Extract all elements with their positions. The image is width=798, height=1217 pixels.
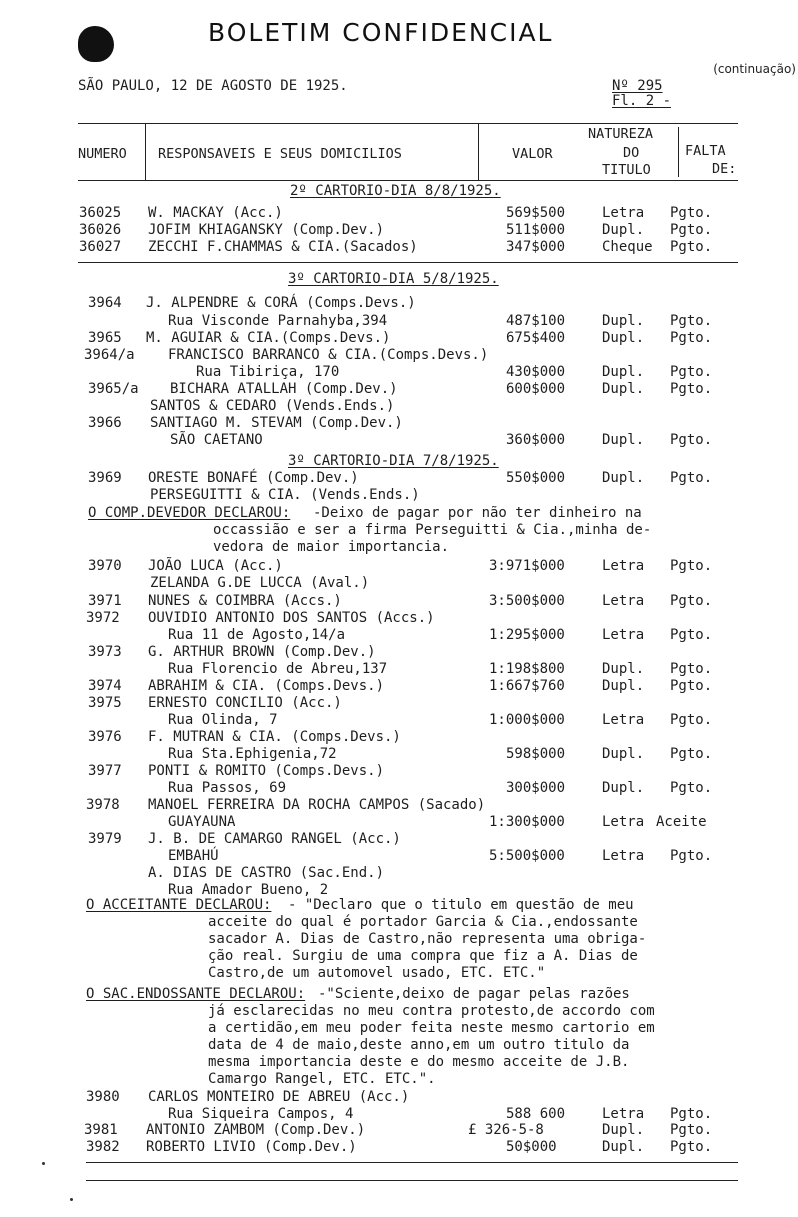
entry-default-reason: Pgto. bbox=[670, 848, 713, 864]
entry-number: 3977 bbox=[88, 763, 122, 779]
entry-responsible: A. DIAS DE CASTRO (Sac.End.) bbox=[148, 865, 385, 881]
entry-value: 1:000$000 bbox=[489, 712, 565, 728]
entry-default-reason: Pgto. bbox=[670, 627, 713, 643]
entry-number: 3965 bbox=[88, 330, 122, 346]
entry-default-reason: Pgto. bbox=[670, 313, 713, 329]
entry-title-type: Dupl. bbox=[602, 222, 645, 238]
entry-responsible: W. MACKAY (Acc.) bbox=[148, 205, 283, 221]
entry-title-type: Dupl. bbox=[602, 1122, 645, 1138]
footer-rule bbox=[86, 1180, 738, 1181]
declaration-text: sacador A. Dias de Castro,não representa uma obriga- bbox=[208, 931, 647, 947]
entry-value: 3:500$000 bbox=[489, 593, 565, 609]
declaration-text: -"Sciente,deixo de pagar pelas razões bbox=[318, 986, 630, 1002]
declaration-label: O COMP.DEVEDOR DECLAROU: bbox=[88, 505, 291, 521]
entry-responsible: OUVIDIO ANTONIO DOS SANTOS (Accs.) bbox=[148, 610, 435, 626]
entry-responsible: SANTIAGO M. STEVAM (Comp.Dev.) bbox=[150, 415, 403, 431]
entry-title-type: Letra bbox=[602, 558, 645, 574]
speck bbox=[70, 1198, 73, 1201]
entry-value: 300$000 bbox=[506, 780, 566, 796]
sheet-number: Fl. 2 - bbox=[612, 93, 672, 109]
entry-number: 36026 bbox=[79, 222, 122, 238]
declaration-text: - "Declaro que o titulo em questão de meu bbox=[288, 897, 634, 913]
entry-title-type: Dupl. bbox=[602, 746, 645, 762]
entry-responsible: Rua Visconde Parnahyba,394 bbox=[168, 313, 388, 329]
entry-title-type: Dupl. bbox=[602, 381, 645, 397]
entry-number: 3965/a bbox=[88, 381, 139, 397]
entry-number: 36027 bbox=[79, 239, 122, 255]
entry-responsible: ANTONIO ZAMBOM (Comp.Dev.) bbox=[146, 1122, 366, 1138]
header-bottom-rule bbox=[78, 180, 738, 181]
header-top-rule bbox=[78, 123, 738, 124]
section-heading-cartorio-3a: 3º CARTORIO-DIA 5/8/1925. bbox=[288, 271, 499, 287]
entry-responsible: CARLOS MONTEIRO DE ABREU (Acc.) bbox=[148, 1089, 410, 1105]
entry-default-reason: Pgto. bbox=[670, 432, 713, 448]
entry-responsible: EMBAHÚ bbox=[168, 848, 219, 864]
bulletin-title: BOLETIM CONFIDENCIAL bbox=[208, 18, 554, 47]
entry-responsible: Rua Amador Bueno, 2 bbox=[168, 882, 329, 898]
declaration-text: a certidão,em meu poder feita neste mesmo cartorio em bbox=[208, 1020, 655, 1036]
entry-title-type: Dupl. bbox=[602, 470, 645, 486]
entry-number: 3964 bbox=[88, 295, 122, 311]
entry-responsible: G. ARTHUR BROWN (Comp.Dev.) bbox=[148, 644, 376, 660]
entry-default-reason: Pgto. bbox=[670, 661, 713, 677]
entry-responsible: Rua Florencio de Abreu,137 bbox=[168, 661, 388, 677]
entry-number: 3973 bbox=[88, 644, 122, 660]
entry-responsible: Rua Passos, 69 bbox=[168, 780, 287, 796]
entry-value: 5:500$000 bbox=[489, 848, 565, 864]
bulletin-number: Nº 295 bbox=[612, 78, 663, 94]
entry-number: 3964/a bbox=[84, 347, 135, 363]
declaration-text: ção real. Surgiu de uma compra que fiz a A. Dias de bbox=[208, 948, 638, 964]
declaration-text: data de 4 de maio,deste anno,em um outro titulo da bbox=[208, 1037, 630, 1053]
ink-blot bbox=[78, 26, 114, 62]
entry-default-reason: Pgto. bbox=[670, 1122, 713, 1138]
continuation-note: (continuação) bbox=[713, 62, 796, 76]
entry-default-reason: Pgto. bbox=[670, 746, 713, 762]
entry-number: 3972 bbox=[86, 610, 120, 626]
col-header-natureza: NATUREZA bbox=[588, 126, 654, 142]
entry-value: 1:300$000 bbox=[489, 814, 565, 830]
entry-responsible: Rua 11 de Agosto,14/a bbox=[168, 627, 346, 643]
declaration-text: já esclarecidas no meu contra protesto,de accordo com bbox=[208, 1003, 655, 1019]
declaration-text: -Deixo de pagar por não ter dinheiro na bbox=[313, 505, 642, 521]
entry-number: 3970 bbox=[88, 558, 122, 574]
entry-number: 3969 bbox=[88, 470, 122, 486]
entry-responsible: Rua Siqueira Campos, 4 bbox=[168, 1106, 354, 1122]
footer-rule bbox=[86, 1162, 738, 1163]
entry-title-type: Dupl. bbox=[602, 313, 645, 329]
declaration-text: vedora de maior importancia. bbox=[213, 539, 450, 555]
entry-value: 550$000 bbox=[506, 470, 566, 486]
speck bbox=[42, 1162, 45, 1165]
entry-responsible: J. ALPENDRE & CORÁ (Comps.Devs.) bbox=[146, 295, 416, 311]
entry-value: 1:667$760 bbox=[489, 678, 565, 694]
entry-default-reason: Pgto. bbox=[670, 222, 713, 238]
entry-number: 3982 bbox=[86, 1139, 120, 1155]
entry-default-reason: Pgto. bbox=[670, 1139, 713, 1155]
entry-default-reason: Pgto. bbox=[670, 1106, 713, 1122]
section-rule bbox=[78, 262, 738, 263]
entry-responsible: GUAYAUNA bbox=[168, 814, 236, 830]
entry-value: 511$000 bbox=[506, 222, 566, 238]
entry-number: 3976 bbox=[88, 729, 122, 745]
entry-default-reason: Pgto. bbox=[670, 239, 713, 255]
entry-responsible: ERNESTO CONCILIO (Acc.) bbox=[148, 695, 342, 711]
entry-responsible: BICHARA ATALLAH (Comp.Dev.) bbox=[170, 381, 398, 397]
entry-title-type: Dupl. bbox=[602, 678, 645, 694]
entry-responsible: ZECCHI F.CHAMMAS & CIA.(Sacados) bbox=[148, 239, 418, 255]
entry-default-reason: Pgto. bbox=[670, 593, 713, 609]
declaration-text: Camargo Rangel, ETC. ETC.". bbox=[208, 1071, 436, 1087]
entry-default-reason: Pgto. bbox=[670, 381, 713, 397]
entry-number: 3981 bbox=[84, 1122, 118, 1138]
declaration-text: Castro,de um automovel usado, ETC. ETC." bbox=[208, 965, 546, 981]
entry-responsible: Rua Tibiriça, 170 bbox=[196, 364, 340, 380]
entry-default-reason: Pgto. bbox=[670, 780, 713, 796]
entry-default-reason: Pgto. bbox=[670, 712, 713, 728]
entry-title-type: Cheque bbox=[602, 239, 653, 255]
section-heading-cartorio-2: 2º CARTORIO-DIA 8/8/1925. bbox=[290, 183, 501, 199]
entry-value: 50$000 bbox=[506, 1139, 557, 1155]
entry-title-type: Dupl. bbox=[602, 1139, 645, 1155]
entry-responsible: FRANCISCO BARRANCO & CIA.(Comps.Devs.) bbox=[168, 347, 489, 363]
entry-responsible: MANOEL FERREIRA DA ROCHA CAMPOS (Sacado) bbox=[148, 797, 486, 813]
entry-number: 3978 bbox=[86, 797, 120, 813]
declaration-label: O ACCEITANTE DECLAROU: bbox=[86, 897, 272, 913]
entry-value: 600$000 bbox=[506, 381, 566, 397]
entry-title-type: Dupl. bbox=[602, 661, 645, 677]
entry-value: 487$100 bbox=[506, 313, 566, 329]
entry-title-type: Dupl. bbox=[602, 330, 645, 346]
col-header-responsaveis: RESPONSAVEIS E SEUS DOMICILIOS bbox=[158, 146, 402, 162]
entry-value: 430$000 bbox=[506, 364, 566, 380]
entry-title-type: Letra bbox=[602, 205, 645, 221]
col-header-falta: FALTA bbox=[685, 143, 726, 159]
entry-responsible: Rua Sta.Ephigenia,72 bbox=[168, 746, 337, 762]
declaration-text: acceite do qual é portador Garcia & Cia.,endossante bbox=[208, 914, 638, 930]
entry-responsible: ROBERTO LIVIO (Comp.Dev.) bbox=[146, 1139, 357, 1155]
entry-number: 3971 bbox=[88, 593, 122, 609]
entry-title-type: Dupl. bbox=[602, 364, 645, 380]
entry-responsible: NUNES & COIMBRA (Accs.) bbox=[148, 593, 342, 609]
declaration-text: mesma importancia deste e do mesmo acceite de J.B. bbox=[208, 1054, 630, 1070]
entry-value: 1:295$000 bbox=[489, 627, 565, 643]
entry-default-reason: Aceite bbox=[656, 814, 707, 830]
entry-title-type: Dupl. bbox=[602, 432, 645, 448]
entry-responsible: ORESTE BONAFÉ (Comp.Dev.) bbox=[148, 470, 359, 486]
entry-responsible: J. B. DE CAMARGO RANGEL (Acc.) bbox=[148, 831, 401, 847]
entry-value: 598$000 bbox=[506, 746, 566, 762]
entry-title-type: Letra bbox=[602, 1106, 645, 1122]
entry-number: 36025 bbox=[79, 205, 122, 221]
place-date: SÃO PAULO, 12 DE AGOSTO DE 1925. bbox=[78, 78, 348, 94]
entry-responsible: SÃO CAETANO bbox=[170, 432, 263, 448]
entry-responsible: M. AGUIAR & CIA.(Comps.Devs.) bbox=[146, 330, 391, 346]
entry-number: 3979 bbox=[88, 831, 122, 847]
entry-title-type: Letra bbox=[602, 814, 645, 830]
column-divider bbox=[678, 127, 679, 177]
entry-default-reason: Pgto. bbox=[670, 330, 713, 346]
column-divider bbox=[145, 123, 146, 180]
entry-responsible: JOFIM KHIAGANSKY (Comp.Dev.) bbox=[148, 222, 385, 238]
entry-number: 3980 bbox=[86, 1089, 120, 1105]
entry-title-type: Letra bbox=[602, 593, 645, 609]
entry-value: 569$500 bbox=[506, 205, 566, 221]
entry-default-reason: Pgto. bbox=[670, 470, 713, 486]
column-divider bbox=[478, 123, 479, 180]
entry-value: £ 326-5-8 bbox=[468, 1122, 544, 1138]
entry-responsible: JOÃO LUCA (Acc.) bbox=[148, 558, 283, 574]
entry-responsible: ZELANDA G.DE LUCCA (Aval.) bbox=[150, 575, 370, 591]
entry-default-reason: Pgto. bbox=[670, 205, 713, 221]
entry-value: 347$000 bbox=[506, 239, 566, 255]
entry-number: 3974 bbox=[88, 678, 122, 694]
entry-responsible: SANTOS & CEDARO (Vends.Ends.) bbox=[150, 398, 395, 414]
entry-default-reason: Pgto. bbox=[670, 364, 713, 380]
entry-default-reason: Pgto. bbox=[670, 558, 713, 574]
col-header-valor: VALOR bbox=[512, 146, 553, 162]
declaration-label: O SAC.ENDOSSANTE DECLAROU: bbox=[86, 986, 306, 1002]
entry-responsible: PERSEGUITTI & CIA. (Vends.Ends.) bbox=[150, 487, 420, 503]
entry-responsible: Rua Olinda, 7 bbox=[168, 712, 278, 728]
declaration-text: occassião e ser a firma Perseguitti & Cia.,minha de- bbox=[213, 522, 652, 538]
entry-default-reason: Pgto. bbox=[670, 678, 713, 694]
entry-value: 360$000 bbox=[506, 432, 566, 448]
entry-value: 1:198$800 bbox=[489, 661, 565, 677]
entry-number: 3975 bbox=[88, 695, 122, 711]
entry-title-type: Letra bbox=[602, 627, 645, 643]
entry-responsible: PONTI & ROMITO (Comps.Devs.) bbox=[148, 763, 385, 779]
col-header-numero: NUMERO bbox=[78, 146, 127, 162]
entry-responsible: F. MUTRAN & CIA. (Comps.Devs.) bbox=[148, 729, 401, 745]
entry-responsible: ABRAHIM & CIA. (Comps.Devs.) bbox=[148, 678, 385, 694]
entry-value: 675$400 bbox=[506, 330, 566, 346]
section-heading-cartorio-3b: 3º CARTORIO-DIA 7/8/1925. bbox=[288, 453, 499, 469]
entry-title-type: Dupl. bbox=[602, 780, 645, 796]
col-header-do: DO bbox=[623, 145, 640, 161]
entry-value: 588 600 bbox=[506, 1106, 566, 1122]
entry-title-type: Letra bbox=[602, 848, 645, 864]
col-header-titulo: TITULO bbox=[602, 162, 651, 178]
entry-value: 3:971$000 bbox=[489, 558, 565, 574]
col-header-de: DE: bbox=[712, 161, 737, 177]
entry-number: 3966 bbox=[88, 415, 122, 431]
entry-title-type: Letra bbox=[602, 712, 645, 728]
